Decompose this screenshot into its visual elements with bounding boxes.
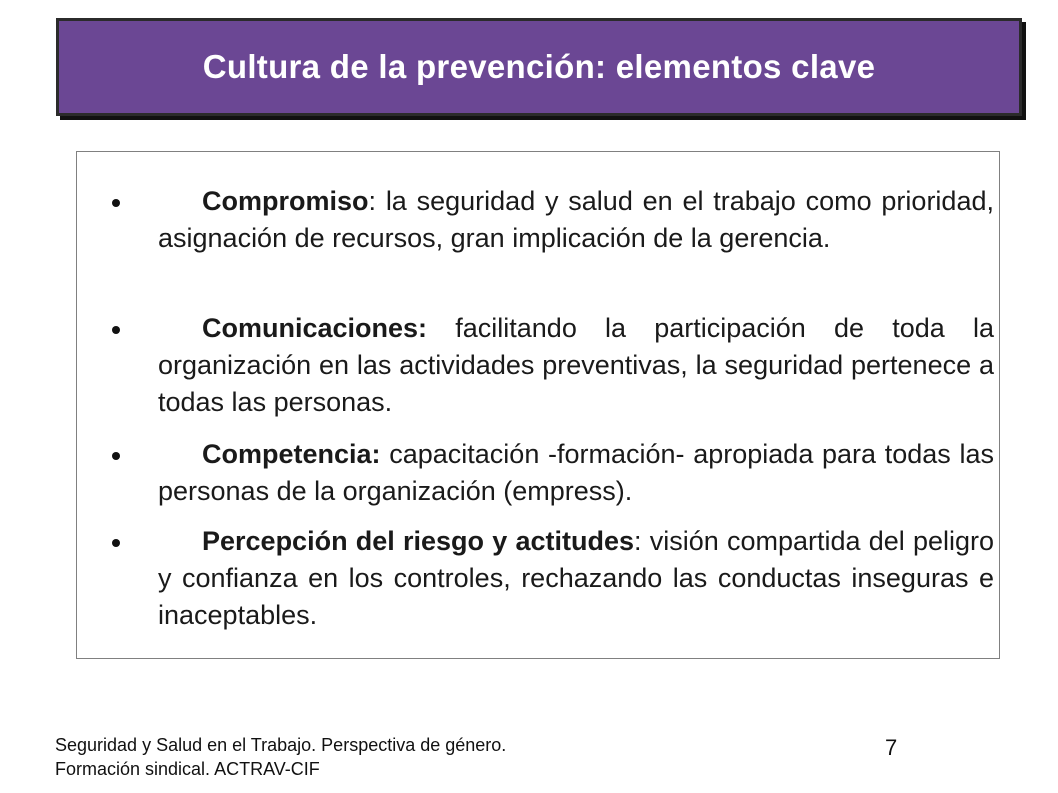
title-banner <box>56 18 1022 116</box>
bullet-description: la seguridad y salud en el trabajo como prioridad, asignación de recursos, gran implicación de la gerencia. <box>158 186 994 253</box>
bullet-term: Percepción del riesgo y actitudes <box>202 526 634 556</box>
bullet-separator <box>427 313 455 343</box>
bullet-description: facilitando la participación de toda la organización en las actividades preventivas, la seguridad pertenece a todas las personas. <box>158 313 994 417</box>
page-number: 7 <box>885 735 898 760</box>
bullet-dot-icon <box>112 199 120 207</box>
bullet-term: Competencia: <box>202 439 381 469</box>
content-box <box>76 151 1000 659</box>
bullet-term: Compromiso <box>202 186 369 216</box>
bullet-text <box>158 183 994 257</box>
bullet-term: Comunicaciones: <box>202 313 428 343</box>
footer-source <box>55 733 506 781</box>
bullet-separator <box>381 439 390 469</box>
bullet-dot-icon <box>112 452 120 460</box>
bullet-description: visión compartida del peligro y confianza en los controles, rechazando las conductas inseguras e inaceptables. <box>158 526 994 630</box>
footer-line-1: Seguridad y Salud en el Trabajo. Perspectiva de género. <box>55 735 507 755</box>
bullet-separator: : <box>633 526 650 556</box>
bullet-text <box>158 523 994 634</box>
bullet-text <box>158 436 994 510</box>
bullet-description: capacitación -formación- apropiada para todas las personas de la organización (empress). <box>158 439 994 506</box>
bullet-dot-icon <box>112 326 120 334</box>
footer-line-2: Formación sindical. ACTRAV-CIF <box>55 759 320 779</box>
bullet-separator: : <box>368 186 386 216</box>
bullet-dot-icon <box>112 539 120 547</box>
slide-title: Cultura de la prevención: elementos clave <box>202 48 876 85</box>
bullet-text <box>158 310 994 421</box>
